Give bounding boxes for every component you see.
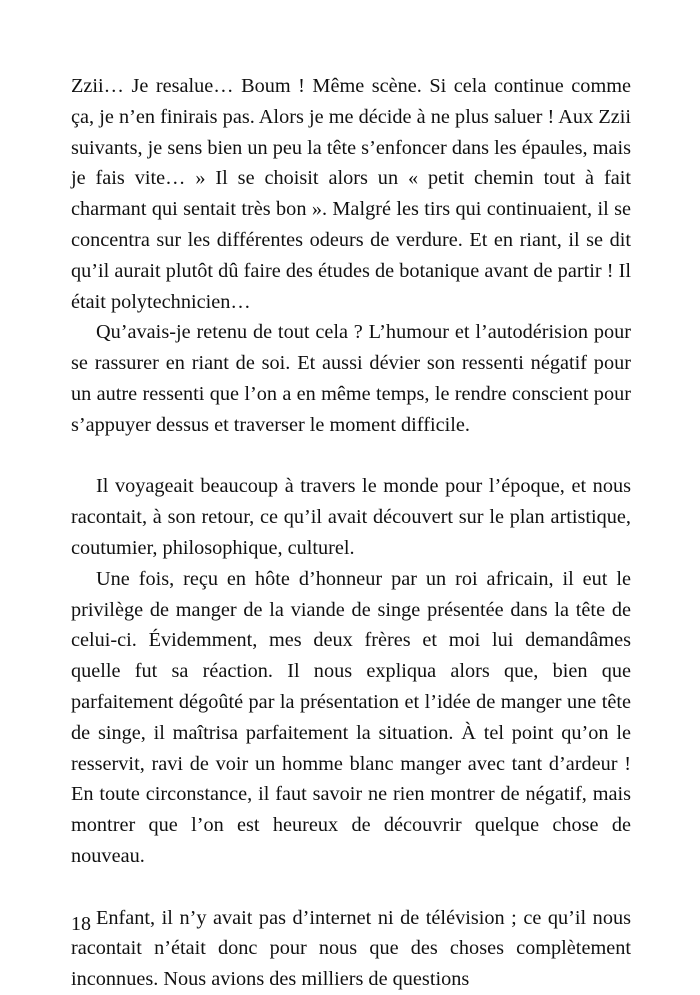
page-number: 18	[71, 913, 91, 935]
paragraph-childhood: Enfant, il n’y avait pas d’internet ni de télévision ; ce qu’il nous racontait n’était donc pour nous que des choses complètement inconnues. Nous avions des milliers de questions	[71, 906, 631, 991]
paragraph-humour: Qu’avais-je retenu de tout cela ? L’humour et l’autodérision pour se rassurer en riant de soi. Et aussi dévier son ressenti négatif pour un autre ressenti que l’on a en même temps, le rendre conscient pour s’appuyer dessus et traverser le moment difficile.	[71, 321, 631, 436]
body-text	[71, 71, 631, 995]
paragraph-african-king: Une fois, reçu en hôte d’honneur par un roi africain, il eut le privilège de manger de la viande de singe présentée dans la tête de celui-ci. Évidemment, mes deux frères et moi lui demandâmes quelle fut sa réaction. Il nous expliqua alors que, bien que parfaitement dégoûté par la présentation et l’idée de manger une tête de singe, il maîtrisa parfaitement la situation. À tel point qu’on le resservit, ravi de voir un homme blanc manger avec tant d’ardeur ! En toute circonstance, il faut savoir ne rien montrer de négatif, mais montrer que l’on est heureux de découvrir quelque chose de nouveau.	[71, 567, 631, 867]
paragraph-travels: Il voyageait beaucoup à travers le monde pour l’époque, et nous racontait, à son retour, ce qu’il avait découvert sur le plan artistique, coutumier, philosophique, culturel.	[71, 475, 631, 559]
paragraph-continuation: Zzii… Je resalue… Boum ! Même scène. Si cela continue comme ça, je n’en finirais pas. Alors je me décide à ne plus saluer ! Aux Zzii suivants, je sens bien un peu la tête s’enfoncer dans les épaules, mais je fais vite… » Il se choisit alors un « petit chemin tout à fait charmant qui sentait très bon ». Malgré les tirs qui continuaient, il se concentra sur les différentes odeurs de verdure. Et en riant, il se dit qu’il aurait plutôt dû faire des études de botanique avant de partir ! Il était polytechnicien…	[71, 75, 631, 313]
